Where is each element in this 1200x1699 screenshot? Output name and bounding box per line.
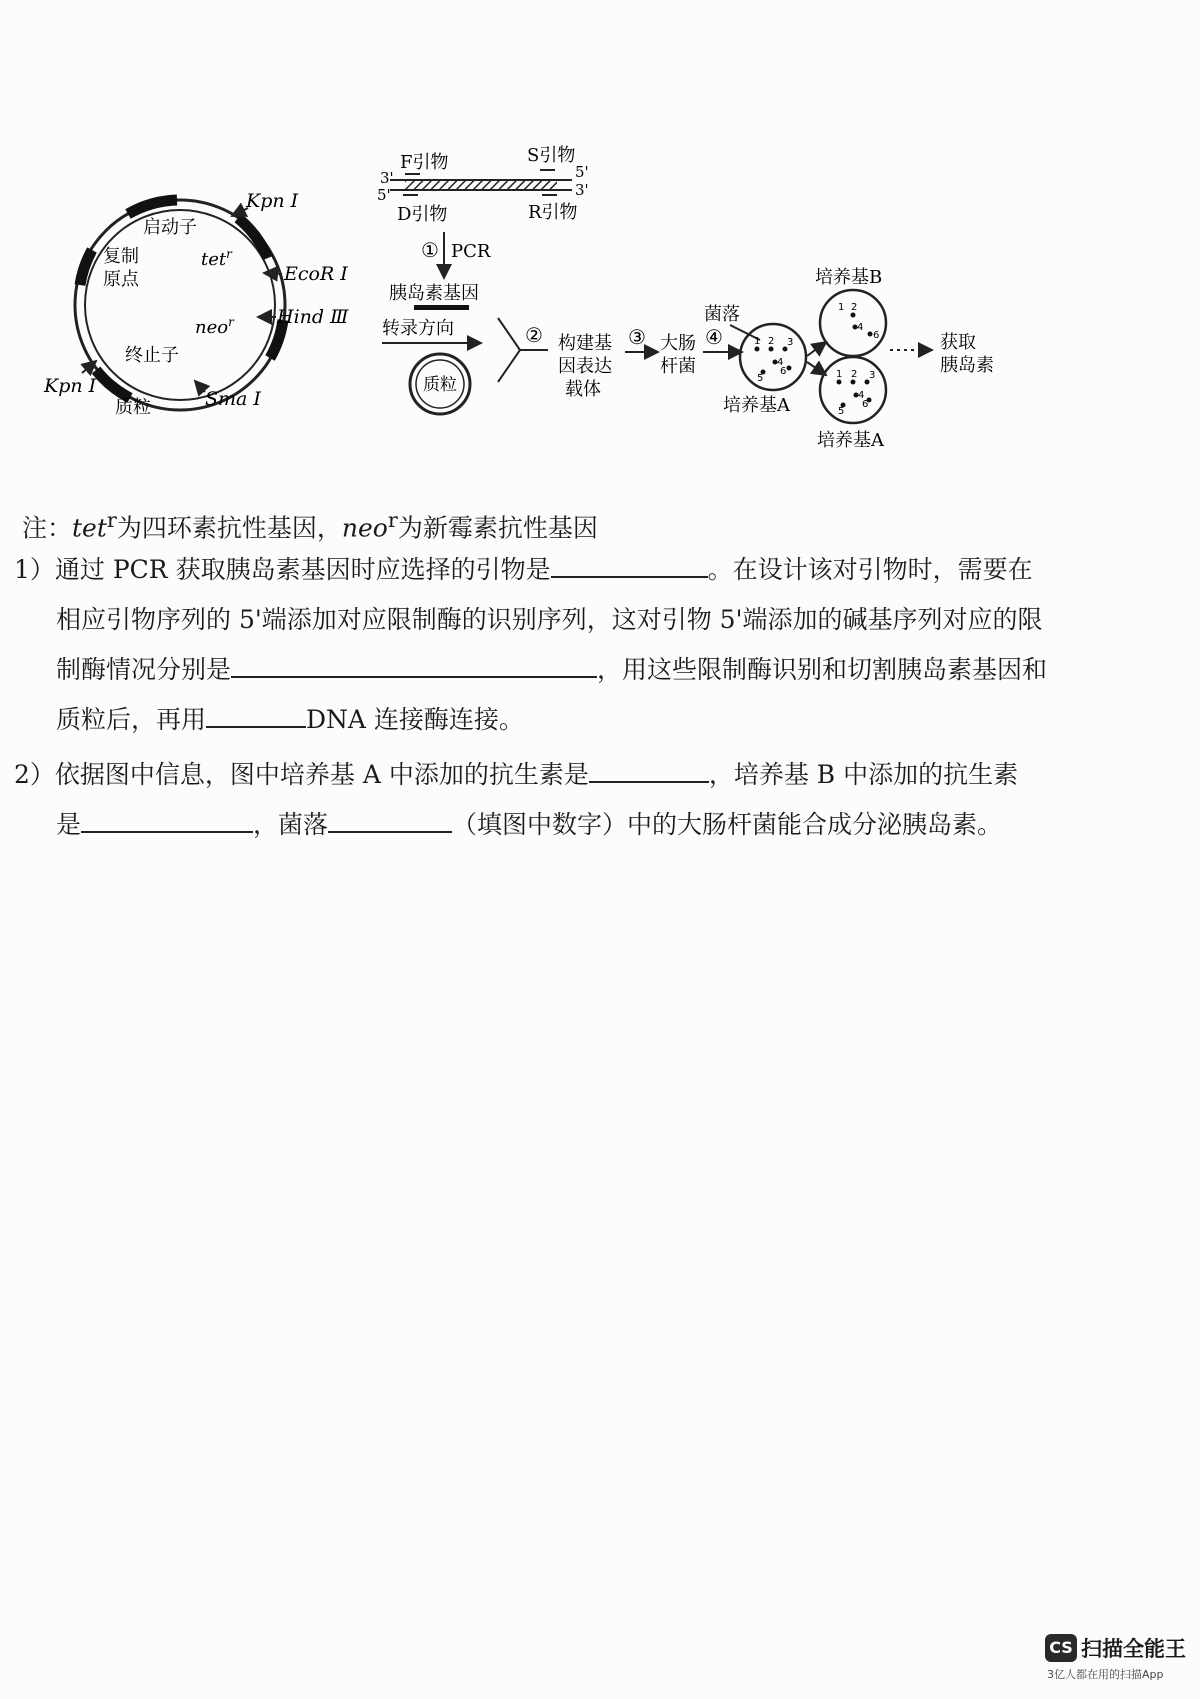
promoter-label: 启动子: [143, 217, 197, 238]
q1-primer-blank[interactable]: [551, 546, 708, 578]
medium-a-dish: [740, 324, 806, 390]
terminator-label: 终止子: [125, 345, 179, 366]
q1-line2: [14, 595, 1124, 645]
medium-b-dish: [820, 290, 886, 356]
terminator-segment: [96, 370, 130, 398]
origin-label-line2: 原点: [103, 269, 139, 290]
construct-label-line3: 载体: [565, 379, 601, 400]
q1-line1: [14, 545, 1124, 595]
step3-marker: ③: [628, 325, 646, 349]
d-primer-label: D引物: [397, 204, 448, 225]
colony-number: 1: [836, 369, 843, 380]
note-tet-sup: r: [106, 508, 117, 532]
kpn1-top-arrow: [232, 208, 248, 216]
medium-a-label: 培养基A: [723, 395, 790, 416]
step1-marker: ①: [421, 238, 439, 262]
colony-number: 6: [862, 399, 869, 410]
q1-text: 1）通过 PCR 获取胰岛素基因时应选择的引物是: [14, 555, 551, 584]
colony-number: 2: [851, 369, 858, 380]
replica-arrow-b: [807, 342, 826, 356]
plasmid-name-label: 质粒: [115, 397, 151, 418]
colony-dot: [787, 366, 792, 371]
plasmid: [43, 190, 349, 418]
note-prefix: 注：: [22, 513, 73, 543]
colony-dot: [769, 347, 774, 352]
camscanner-name: 扫描全能王: [1081, 1637, 1186, 1661]
colony-number: 1: [838, 302, 845, 313]
colony-dot: [755, 347, 760, 352]
pcr-label: PCR: [451, 241, 491, 262]
tet-segment: [238, 218, 268, 258]
q1-enzyme-blank[interactable]: [231, 646, 597, 678]
q1-ligase-blank[interactable]: [206, 696, 306, 728]
ecoli-label-line2: 杆菌: [660, 356, 696, 377]
step2-marker: ②: [525, 323, 543, 347]
ecor1-label: EcoR Ⅰ: [284, 263, 348, 285]
medium-a-colonies: [754, 336, 793, 384]
dna-end-3-left: 3': [380, 169, 394, 187]
sma1-label: Sma Ⅰ: [205, 388, 261, 410]
camscanner-logo: CS: [1045, 1634, 1077, 1662]
q2-colony-blank[interactable]: [328, 801, 452, 833]
q1-text: 相应引物序列的 5'端添加对应限制酶的识别序列，这对引物 5'端添加的碱基序列对应的限: [56, 605, 1043, 634]
colony-number: 4: [858, 390, 865, 401]
q2-line1: [14, 750, 1124, 800]
replica-arrow-a: [807, 362, 826, 375]
note-neo-gene: neo: [341, 513, 388, 543]
colony-dot: [837, 380, 842, 385]
colony-number: 3: [869, 370, 876, 381]
question-2: [14, 750, 1124, 850]
camscanner-tagline: 3亿人都在用的扫描App: [1047, 1668, 1164, 1681]
tet-label: tet$^r$: [201, 247, 232, 270]
transcription-direction-label: 转录方向: [382, 318, 454, 339]
medium-a2-label: 培养基A: [817, 430, 884, 451]
note-tet-gene: tet: [72, 513, 107, 543]
question-1: [14, 545, 1124, 745]
q1-text: DNA 连接酶连接。: [306, 705, 524, 734]
process-flow: [498, 267, 994, 451]
q1-line4: [14, 695, 1124, 745]
construct-label-line2: 因表达: [558, 356, 612, 377]
medium-b-label: 培养基B: [815, 267, 883, 288]
colony-label: 菌落: [704, 304, 740, 325]
dna-end-3-right: 3': [575, 181, 589, 199]
origin-label-line1: 复制: [103, 246, 139, 267]
colony-number: 5: [838, 406, 845, 417]
q2-text: ，培养基 B 中添加的抗生素: [708, 760, 1019, 789]
kpn1-bottom-label: Kpn Ⅰ: [44, 375, 97, 397]
scanner-watermark: [1045, 1633, 1186, 1682]
q1-text: 质粒后，再用: [56, 705, 207, 734]
step4-marker: ④: [705, 325, 723, 349]
pcr-panel: [377, 145, 589, 414]
ecoli-label-line1: 大肠: [660, 333, 696, 354]
sma1-arrow: [195, 381, 205, 392]
q2-medium-a-blank[interactable]: [589, 751, 709, 783]
neo-label: neo$^r$: [195, 315, 234, 338]
insulin-gene-bar: [414, 305, 469, 310]
colony-number: 6: [873, 330, 880, 341]
genetic-engineering-diagram: [0, 0, 1200, 480]
dna-end-5-left: 5': [377, 186, 391, 204]
note-neo-sup: r: [387, 508, 398, 532]
obtain-label-line1: 获取: [940, 332, 976, 353]
origin-segment: [80, 250, 92, 285]
colony-dot: [868, 332, 873, 337]
ecor1-arrow: [264, 273, 282, 274]
medium-a2-colonies: [836, 369, 875, 417]
q2-text: 是: [56, 810, 82, 839]
q2-text: ，菌落: [253, 810, 329, 839]
note-mid-text: 为四环素抗性基因，: [116, 513, 342, 543]
q2-text: 2）依据图中信息，图中培养基 A 中添加的抗生素是: [14, 760, 589, 789]
insulin-gene-region: [405, 181, 557, 189]
medium-a2-dish: [820, 357, 886, 423]
insulin-gene-label: 胰岛素基因: [389, 283, 479, 304]
promoter-segment: [128, 200, 177, 214]
colony-number: 2: [768, 336, 775, 347]
q1-line3: [14, 645, 1124, 695]
note-end-text: 为新霉素抗性基因: [397, 513, 598, 543]
hind3-label: Hind Ⅲ: [277, 306, 349, 328]
q1-text: ，用这些限制酶识别和切割胰岛素基因和: [597, 655, 1048, 684]
colony-number: 4: [857, 322, 864, 333]
colony-number: 5: [757, 373, 764, 384]
medium-b-colonies: [838, 302, 879, 341]
q1-text: 制酶情况分别是: [56, 655, 232, 684]
obtain-label-line2: 胰岛素: [940, 355, 994, 376]
colony-number: 1: [754, 336, 761, 347]
q2-medium-b-blank[interactable]: [81, 801, 253, 833]
kpn1-top-label: Kpn Ⅰ: [246, 190, 299, 212]
construct-label-line1: 构建基: [558, 333, 612, 354]
merge-bracket: [498, 318, 520, 382]
colony-number: 6: [780, 366, 787, 377]
colony-number: 4: [777, 357, 784, 368]
s-primer-label: S引物: [527, 145, 576, 166]
q2-text: （填图中数字）中的大肠杆菌能合成分泌胰岛素。: [452, 810, 1003, 839]
r-primer-label: R引物: [528, 202, 578, 223]
f-primer-label: F引物: [400, 152, 449, 173]
q1-text: 。在设计该对引物时，需要在: [707, 555, 1033, 584]
small-plasmid-label: 质粒: [423, 375, 457, 395]
colony-dot: [851, 313, 856, 318]
plasmid-inner-ring: [85, 210, 275, 400]
q2-line2: [14, 800, 1124, 850]
colony-dot: [851, 380, 856, 385]
dna-end-5-right: 5': [575, 163, 589, 181]
colony-number: 2: [851, 302, 858, 313]
colony-number: 3: [787, 337, 794, 348]
